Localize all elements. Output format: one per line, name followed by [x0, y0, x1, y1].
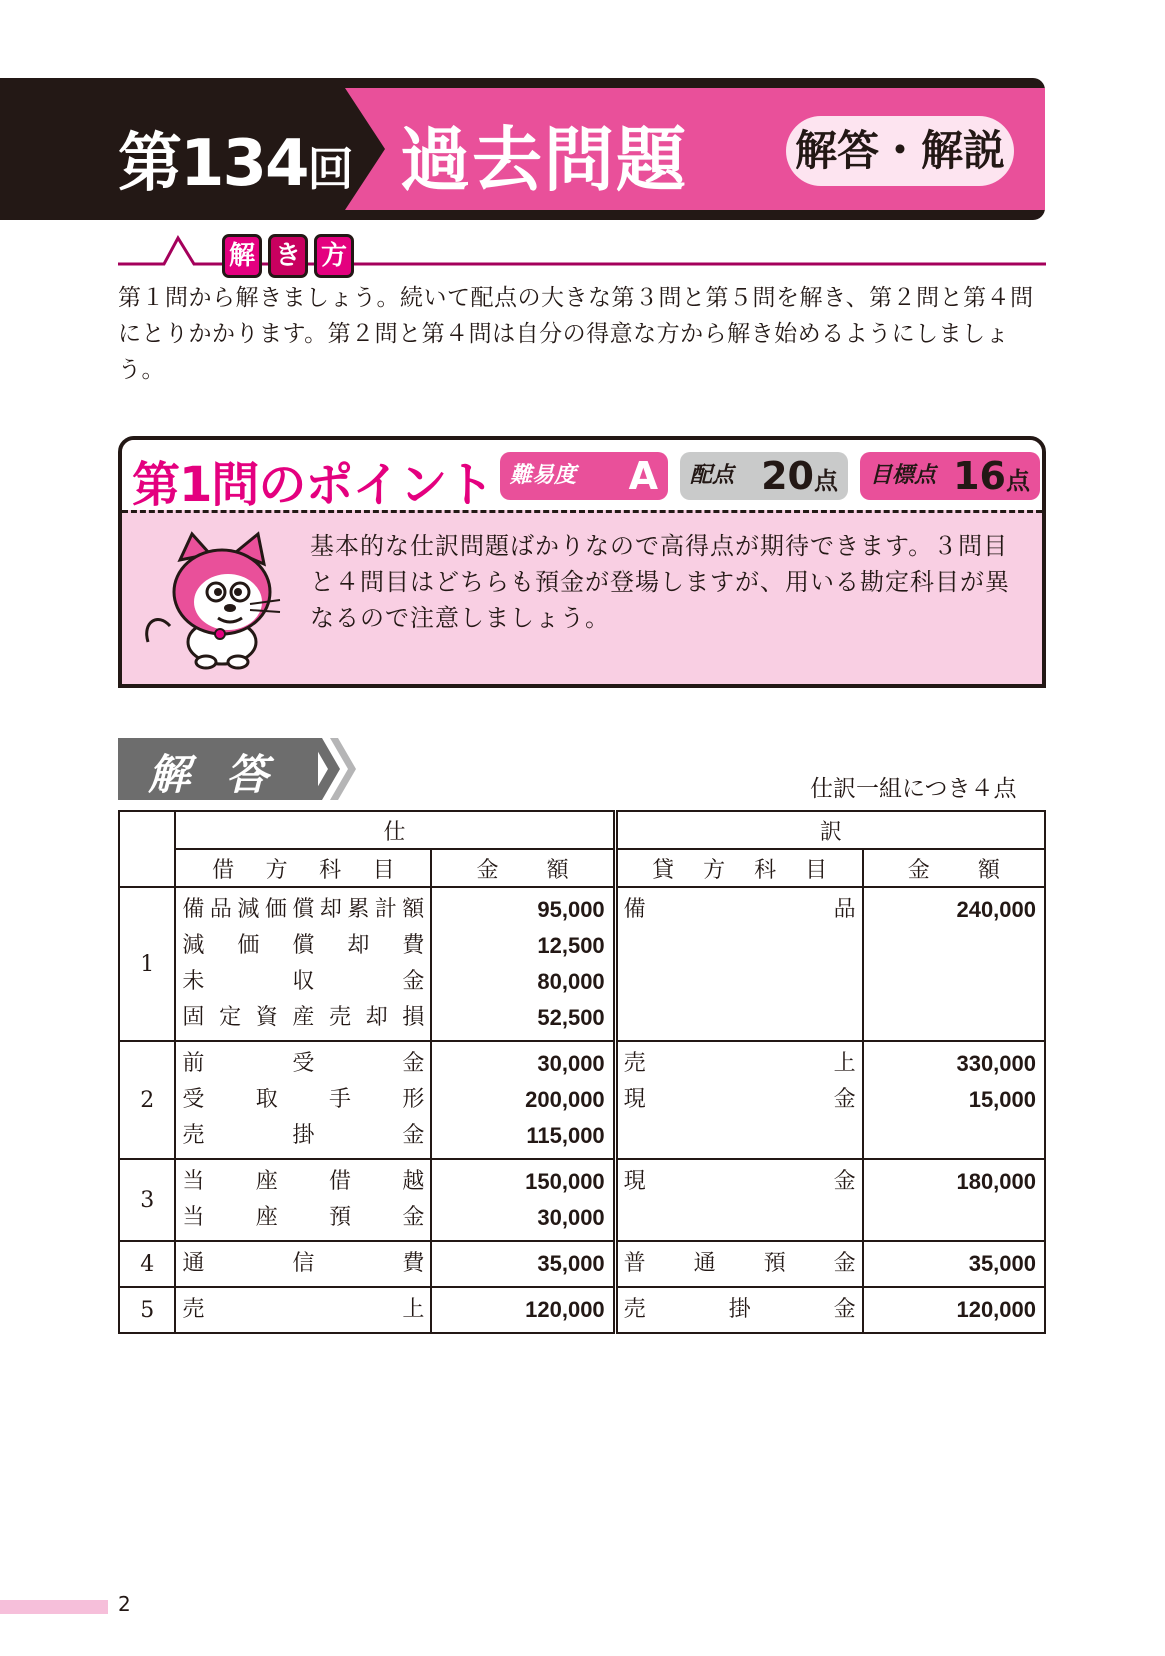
debit-account: [182, 1000, 424, 1036]
credit-account-header: 貸 方 科 目: [615, 849, 863, 887]
account-char: 普: [623, 1251, 646, 1276]
account-char: 収: [292, 969, 315, 994]
points-value: 20点: [761, 454, 838, 498]
journal-body: [119, 887, 1045, 1333]
entry-number: 5: [119, 1287, 175, 1333]
point-box: [118, 436, 1046, 688]
account-char: 上: [833, 1051, 856, 1076]
difficulty-badge: [500, 452, 668, 500]
credit-account-cell: [615, 887, 863, 1041]
debit-account: [182, 892, 424, 928]
point-title: 第1問のポイント: [132, 457, 494, 513]
credit-amount-cell: [863, 887, 1045, 1041]
howto-label: [222, 234, 354, 278]
debit-account-cell: [175, 1241, 431, 1287]
account-char: 費: [402, 933, 425, 958]
goal-badge: [860, 452, 1040, 500]
debit-amount: 12,500: [537, 933, 605, 958]
credit-account-cell: [615, 1041, 863, 1159]
account-char: 通: [182, 1251, 205, 1276]
cat-mascot-icon: [140, 530, 290, 670]
debit-amount: 30,000: [537, 1205, 605, 1230]
account-char: 上: [402, 1297, 425, 1322]
account-char: 座: [255, 1205, 278, 1230]
account-char: 却: [347, 933, 370, 958]
debit-account-cell: [175, 1287, 431, 1333]
debit-amount: 115,000: [526, 1123, 605, 1148]
account-char: 損: [402, 1005, 425, 1030]
journal-table: [118, 810, 1046, 1334]
entry-number: 1: [119, 887, 175, 1041]
entry-number: 2: [119, 1041, 175, 1159]
credit-account-cell: [615, 1287, 863, 1333]
page-number: 2: [118, 1592, 131, 1616]
account-char: 取: [255, 1087, 278, 1112]
debit-account-header: 借 方 科 目: [175, 849, 431, 887]
credit-amount-cell: [863, 1241, 1045, 1287]
account-char: 却: [319, 897, 342, 922]
debit-amount: 95,000: [537, 897, 605, 922]
howto-char: き: [268, 234, 308, 278]
table-row: [119, 1287, 1045, 1333]
account-char: 掛: [728, 1297, 751, 1322]
credit-account-cell: [615, 1241, 863, 1287]
debit-account: [182, 1200, 424, 1236]
credit-account: [624, 892, 856, 928]
credit-account: [624, 1082, 856, 1118]
header-left: 仕: [175, 811, 615, 849]
points-badge: [680, 452, 848, 500]
credit-account: [624, 1246, 856, 1282]
answer-heading-text: 解答: [148, 750, 305, 799]
debit-amount: 200,000: [525, 1087, 605, 1112]
account-char: 費: [402, 1251, 425, 1276]
debit-amount: 52,500: [537, 1005, 605, 1030]
goal-value: 16点: [953, 454, 1030, 498]
account-char: 償: [292, 933, 315, 958]
account-char: 信: [292, 1251, 315, 1276]
debit-account: [182, 1246, 424, 1282]
credit-amount-cell: [863, 1159, 1045, 1241]
debit-account: [182, 964, 424, 1000]
debit-amount-cell: [431, 1241, 615, 1287]
account-char: 固: [182, 1005, 205, 1030]
credit-amount-cell: [863, 1287, 1045, 1333]
table-row: [119, 1041, 1045, 1159]
debit-account: [182, 1082, 424, 1118]
account-char: 金: [833, 1251, 856, 1276]
debit-amount-cell: [431, 1159, 615, 1241]
credit-amount: 35,000: [968, 1251, 1036, 1276]
answer-explanation-badge: 解答・解説: [786, 116, 1014, 186]
account-char: 償: [292, 897, 315, 922]
account-char: 金: [833, 1169, 856, 1194]
account-char: 売: [182, 1123, 205, 1148]
account-char: 手: [329, 1087, 352, 1112]
table-row: [119, 887, 1045, 1041]
account-char: 金: [833, 1087, 856, 1112]
account-char: 現: [623, 1087, 646, 1112]
account-char: 価: [237, 933, 260, 958]
debit-account-cell: [175, 887, 431, 1041]
account-char: 現: [623, 1169, 646, 1194]
account-char: 定: [219, 1005, 242, 1030]
credit-amount: 120,000: [956, 1297, 1036, 1322]
howto-char: 方: [314, 234, 354, 278]
account-char: 計: [374, 897, 397, 922]
entry-number: 3: [119, 1159, 175, 1241]
account-char: 未: [182, 969, 205, 994]
credit-amount-header: 金 額: [863, 849, 1045, 887]
account-char: 売: [182, 1297, 205, 1322]
account-char: 品: [209, 897, 232, 922]
exam-number: 第134回: [118, 127, 352, 201]
points-label: 配点: [690, 463, 735, 488]
debit-amount: 80,000: [537, 969, 605, 994]
chapter-banner: [0, 78, 1045, 220]
account-char: 価: [264, 897, 287, 922]
account-char: 売: [623, 1051, 646, 1076]
account-char: 当: [182, 1205, 205, 1230]
account-char: 金: [402, 1051, 425, 1076]
account-char: 越: [402, 1169, 425, 1194]
debit-amount: 150,000: [525, 1169, 605, 1194]
difficulty-value: A: [628, 454, 658, 498]
debit-account: [182, 1292, 424, 1328]
account-char: 掛: [292, 1123, 315, 1148]
debit-account-cell: [175, 1041, 431, 1159]
debit-amount: 35,000: [537, 1251, 605, 1276]
account-char: 当: [182, 1169, 205, 1194]
table-header-row: [119, 811, 1045, 849]
header-right: 訳: [615, 811, 1045, 849]
howto-text: 第１問から解きましょう。続いて配点の大きな第３問と第５問を解き、第２問と第４問にとりかかります。第２問と第４問は自分の得意な方から解き始めるようにしましょう。: [118, 285, 1034, 383]
credit-amount-cell: [863, 1041, 1045, 1159]
account-char: 金: [833, 1297, 856, 1322]
credit-account: [624, 1292, 856, 1328]
howto-char: 解: [222, 234, 262, 278]
debit-amount-header: 金 額: [431, 849, 615, 887]
account-char: 座: [255, 1169, 278, 1194]
debit-account: [182, 1118, 424, 1154]
credit-account-cell: [615, 1159, 863, 1241]
debit-amount: 120,000: [525, 1297, 605, 1322]
table-subheader-row: [119, 849, 1045, 887]
credit-amount: 180,000: [956, 1169, 1036, 1194]
account-char: 形: [402, 1087, 425, 1112]
table-row: [119, 1241, 1045, 1287]
account-char: 累: [347, 897, 370, 922]
footer-bar: [0, 1600, 108, 1614]
point-message: 基本的な仕訳問題ばかりなので高得点が期待できます。３問目と４問目はどちらも預金が登場しますが、用いる勘定科目が異なるので注意しましょう。: [310, 532, 1010, 632]
account-char: 金: [402, 1205, 425, 1230]
account-char: 売: [329, 1005, 352, 1030]
debit-account: [182, 928, 424, 964]
goal-label: 目標点: [870, 463, 937, 488]
no-header: [119, 811, 175, 887]
banner-title: 過去問題: [400, 119, 688, 201]
account-char: 受: [292, 1051, 315, 1076]
account-char: 産: [292, 1005, 315, 1030]
account-char: 額: [402, 897, 425, 922]
account-char: 品: [833, 897, 856, 922]
credit-account: [624, 1164, 856, 1200]
entry-number: 4: [119, 1241, 175, 1287]
score-note: 仕訳一組につき４点: [810, 776, 1017, 802]
credit-amount: 330,000: [956, 1051, 1036, 1076]
debit-amount: 30,000: [537, 1051, 605, 1076]
debit-account-cell: [175, 1159, 431, 1241]
account-char: 前: [182, 1051, 205, 1076]
account-char: 金: [402, 969, 425, 994]
answer-heading: [118, 738, 358, 800]
account-char: 減: [237, 897, 260, 922]
table-row: [119, 1159, 1045, 1241]
debit-account: [182, 1164, 424, 1200]
account-char: 売: [623, 1297, 646, 1322]
account-char: 金: [402, 1123, 425, 1148]
account-char: 資: [255, 1005, 278, 1030]
credit-amount: 15,000: [968, 1087, 1036, 1112]
account-char: 備: [623, 897, 646, 922]
account-char: 借: [329, 1169, 352, 1194]
account-char: 受: [182, 1087, 205, 1112]
credit-account: [624, 1046, 856, 1082]
account-char: 却: [365, 1005, 388, 1030]
account-char: 預: [329, 1205, 352, 1230]
account-char: 減: [182, 933, 205, 958]
credit-amount: 240,000: [956, 897, 1036, 922]
debit-amount-cell: [431, 887, 615, 1041]
chevron-right-icon: [310, 738, 358, 800]
account-char: 通: [693, 1251, 716, 1276]
account-char: 備: [182, 897, 205, 922]
debit-amount-cell: [431, 1041, 615, 1159]
difficulty-label: 難易度: [510, 463, 577, 488]
account-char: 預: [763, 1251, 786, 1276]
debit-amount-cell: [431, 1287, 615, 1333]
debit-account: [182, 1046, 424, 1082]
